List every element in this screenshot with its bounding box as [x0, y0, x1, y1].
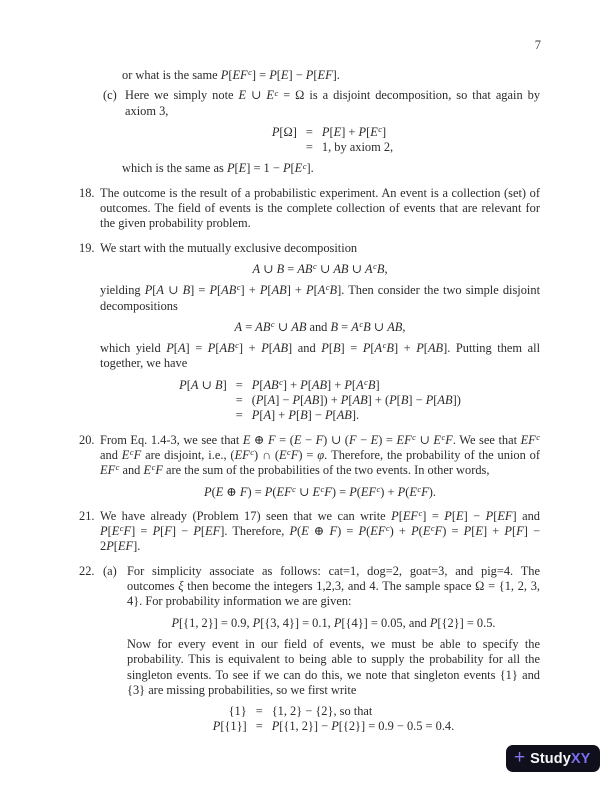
display-equation: $A = AB^c$ ∪ AB and $B = A^cB$ ∪ AB,	[234, 319, 406, 334]
problem-text: For simplicity associate as follows: cat=1, dog=2, goat=3, and pig=4. The outcomes ξ then become the integers 1,2,3, and 4. The sample space Ω = {1, 2, 3, 4}. For probability information we are given:	[127, 563, 541, 609]
equation-lhs: P[{1}]	[212, 719, 247, 734]
problem-text: which yield $P[A] = P[AB^c] + P[AB]$ and $P[B] = P[A^cB] + P[AB]$. Putting them all together, we have	[100, 340, 541, 371]
equation-array-singleton	[213, 704, 454, 735]
problem-text: We start with the mutually exclusive decomposition	[100, 240, 358, 255]
problem-part-label: (a)	[103, 563, 117, 578]
equation-row	[213, 719, 454, 734]
equation-relation: =	[255, 704, 263, 719]
problem-text: yielding P[A ∪ $B] = P[AB^c] + P[AB] + P[A^cB]$. Then consider the two simple disjoint decompositions	[100, 282, 541, 313]
document-body	[79, 68, 540, 741]
display-equation: P[{1, 2}] = 0.9, P[{3, 4}] = 0.1, P[{4}] = 0.05, and P[{2}] = 0.5.	[171, 615, 496, 630]
problem-number: 18.	[79, 185, 95, 200]
equation-lhs: {1}	[228, 704, 247, 719]
equation-row	[272, 125, 393, 140]
equation-array-axiom	[272, 125, 393, 156]
problem-number: 19.	[79, 240, 95, 255]
equation-lhs	[272, 140, 297, 155]
equation-rhs: P[A] + P[B] − P[AB].	[251, 408, 360, 423]
problem-number: 22.	[79, 563, 95, 578]
carry-paragraph: or what is the same $P[EF^c] = P[E] - P[EF]$.	[122, 67, 340, 82]
plus-icon: +	[514, 746, 526, 768]
equation-rhs: 1, by axiom 2,	[321, 140, 394, 155]
item-part-c	[79, 88, 540, 176]
problem-number: 20.	[79, 432, 95, 447]
equation-relation: =	[305, 124, 313, 139]
equation-row	[272, 140, 393, 155]
equation-lhs: P[A ∪ B]	[179, 377, 227, 392]
equation-relation: =	[255, 719, 263, 734]
equation-row	[179, 393, 461, 408]
problem-item-19	[79, 241, 540, 424]
problem-text: The outcome is the result of a probabilistic experiment. An event is a collection (set) of outcomes. The field of events is the complete collection of events that are relevant for the given probability problem.	[100, 185, 540, 231]
problem-text: From Eq. 1.4-3, we see that E ⊕ F = (E − F) ∪ $(F - E) = EF^c$ ∪ $E^cF$. We see that $EF^c$ and $E^cF$ are disjoint, i.e., $(EF^c)$ ∩ $(E^cF) = \varphi$. Therefore, the probability of the union of $EF^c$ and $E^cF$ are the sum of the probabilities of the two events. In other words,	[100, 431, 540, 478]
equation-array-union	[179, 378, 461, 424]
logo-text-xy: XY	[570, 750, 591, 767]
item-part-c-closing: which is the same as $P[E] = 1 - P[E^c]$.	[122, 160, 314, 176]
equation-row	[179, 378, 461, 393]
problem-text: We have already (Problem 17) seen that we can write $P[EF^c] = P[E] - P[EF]$ and $P[E^cF] = P[F] - P[EF]$. Therefore, P(E ⊕ $F) = P(EF^c) + P(E^cF) = P[E] + P[F] - 2P[EF]$.	[100, 508, 541, 554]
equation-relation: =	[235, 408, 243, 423]
equation-row	[179, 408, 461, 423]
problem-part-a	[100, 564, 540, 735]
equation-rhs: (P[A] − P[AB]) + P[AB] + (P[B] − P[AB])	[251, 393, 461, 408]
problem-item-20	[79, 433, 540, 500]
equation-rhs: $P[E] + P[E^c]$	[321, 124, 387, 139]
problem-number: 21.	[79, 508, 95, 523]
studyxy-logo	[506, 745, 600, 772]
logo-text-study: Study	[530, 750, 571, 767]
problem-item-22	[79, 564, 540, 735]
display-equation: A ∪ $B = AB^c$ ∪ AB ∪ $A^cB$,	[252, 261, 388, 276]
equation-row	[213, 704, 454, 719]
problem-item-18	[79, 186, 540, 232]
equation-relation: =	[235, 377, 243, 392]
equation-rhs: $P[AB^c] + P[AB] + P[A^cB]$	[251, 376, 380, 392]
page-number: 7	[534, 38, 541, 52]
equation-lhs: P[Ω]	[271, 124, 297, 139]
item-part-c-text: Here we simply note E ∪ $E^c = \Omega$ is a disjoint decomposition, so that again by axiom 3,	[125, 87, 541, 118]
equation-lhs	[179, 393, 227, 408]
equation-relation: =	[235, 393, 243, 408]
equation-rhs: P[{1, 2}] − P[{2}] = 0.9 − 0.5 = 0.4.	[271, 719, 455, 734]
equation-lhs	[179, 408, 227, 423]
equation-relation: =	[305, 140, 313, 155]
display-equation: P(E ⊕ $F) = P(EF^c$ ∪ $E^cF) = P(EF^c) + P(E^cF)$.	[204, 483, 436, 499]
problem-item-21	[79, 509, 540, 555]
problem-text: Now for every event in our field of events, we must be able to specify the probability. This is equivalent to being able to supply the probability for all the singleton events. To see if we can do this, we note that singleton events {1} and {3} are missing probabilities, so we first write	[127, 636, 540, 697]
item-part-c-label: (c)	[103, 88, 117, 103]
equation-rhs: {1, 2} − {2}, so that	[271, 704, 373, 719]
